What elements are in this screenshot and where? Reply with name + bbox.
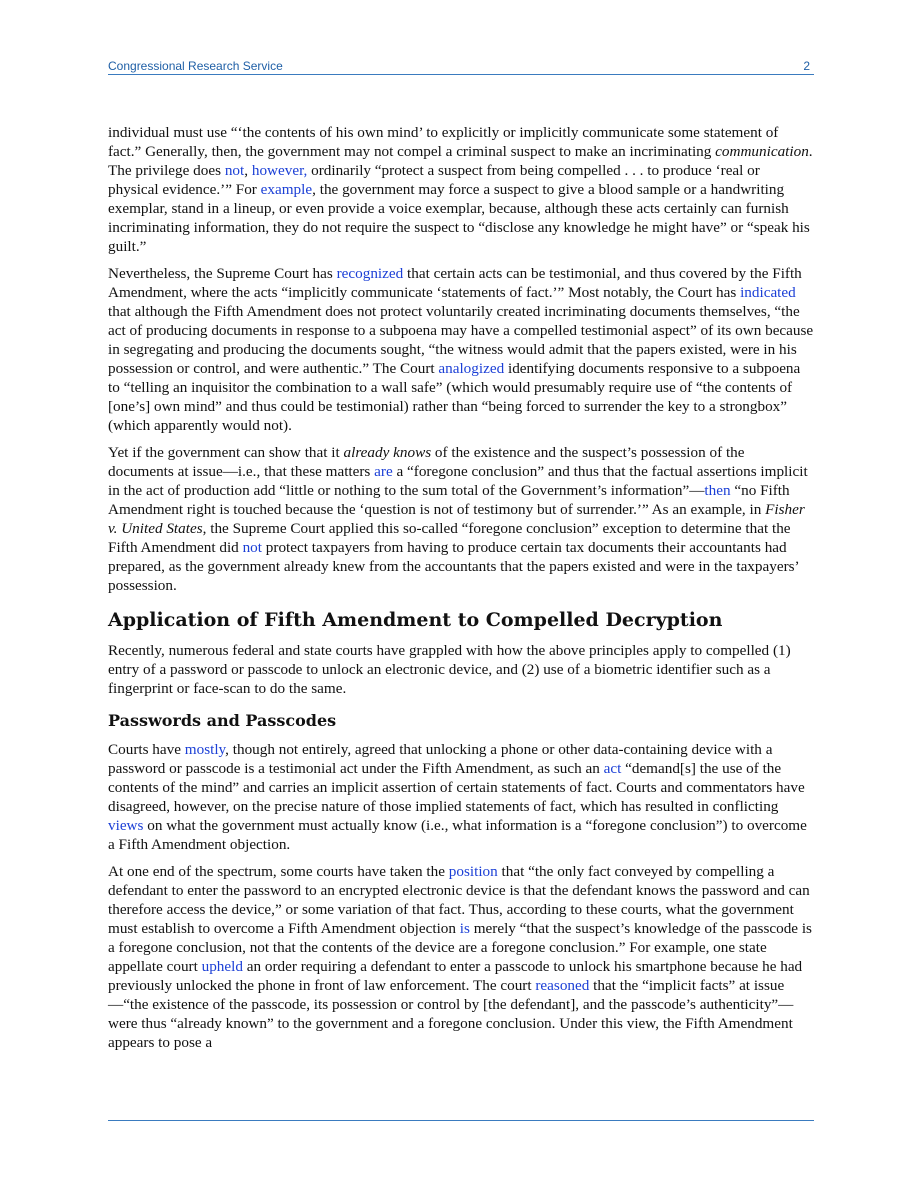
text-span: Courts have <box>108 741 185 758</box>
text-span: an order requiring a defendant to enter a passcode to unlock his smartphone because he had previously unlocked the phone in front of law enforcement. The court <box>108 958 803 994</box>
text-span: that certain acts can be testimonial, and thus covered by the Fifth Amendment, where the acts “implicitly communicate ‘statements of fact.’” Most notably, the Court has <box>108 265 802 301</box>
section-heading: Application of Fifth Amendment to Compelled Decryption <box>108 609 723 631</box>
page-header <box>108 56 814 75</box>
link-mostly[interactable]: mostly <box>184 741 226 758</box>
text-span: of the existence and the suspect’s possession of the documents at issue—i.e., that these matters <box>108 444 745 480</box>
text-span: merely “that the suspect’s knowledge of the passcode is a foregone conclusion, not that the contents of the device are a foregone conclusion.” For example, one state appellate court <box>108 920 812 975</box>
document-body <box>108 123 814 1060</box>
link-are[interactable]: are <box>374 463 393 480</box>
text-span: individual must use “‘the contents of his own mind’ to explicitly or implicitly communicate some statement of fact.” Generally, then, the government may not compel a criminal suspect to make an incriminating <box>108 124 779 160</box>
text-span: Yet if the government can show that it <box>108 444 344 461</box>
link-however[interactable]: however, <box>251 162 308 179</box>
paragraph-2 <box>108 264 814 435</box>
paragraph-1 <box>108 123 814 256</box>
text-span: ordinarily “protect a suspect from being compelled . . . to produce ‘real or physical evidence.’” For <box>108 162 760 198</box>
page-number: 2 <box>803 59 810 73</box>
header-publisher: Congressional Research Service <box>108 59 283 73</box>
case-name: Fisher v. United States <box>108 501 805 537</box>
link-not[interactable]: not <box>224 162 245 179</box>
text-span: , the Supreme Court applied this so-called “foregone conclusion” exception to determine that the Fifth Amendment did <box>108 520 791 556</box>
text-span: identifying documents responsive to a subpoena to “telling an inquisitor the combination to a wall safe” (which would presumably require use of “the contents of [one’s] own mind” and thus could be testimonial) rather than “being forced to surrender the key to a strongbox” (which apparently would not). <box>108 360 801 434</box>
text-span: “no Fifth Amendment right is touched because the ‘question is not of testimony but of surrender.’” As an example, in <box>108 482 790 518</box>
link-example[interactable]: example <box>260 181 313 198</box>
text-span: , though not entirely, agreed that unlocking a phone or other data-containing device with a password or passcode is a testimonial act under the Fifth Amendment, as such an <box>108 741 773 777</box>
text-span: that “the only fact conveyed by compelling a defendant to enter the password to an encrypted electronic device is that the defendant knows the password and can therefore access the device,” or some variation of that fact. Thus, according to these courts, what the government must establish to overcome a Fifth Amendment objection <box>108 863 810 937</box>
paragraph-5 <box>108 740 814 854</box>
link-upheld[interactable]: upheld <box>201 958 243 975</box>
text-span: that the “implicit facts” at issue—“the existence of the passcode, its possession or control by [the defendant], and the passcode’s authenticity”—were thus “already known” to the government and a foregone conclusion. Under this view, the Fifth Amendment appears to pose a <box>108 977 794 1051</box>
link-views[interactable]: views <box>108 817 144 834</box>
link-analogized[interactable]: analogized <box>438 360 505 377</box>
link-not-2[interactable]: not <box>242 539 262 556</box>
link-indicated[interactable]: indicated <box>740 284 796 301</box>
link-recognized[interactable]: recognized <box>336 265 404 282</box>
link-position[interactable]: position <box>448 863 498 880</box>
link-reasoned[interactable]: reasoned <box>535 977 590 994</box>
text-span: a “foregone conclusion” and thus that the factual assertions implicit in the act of production add “little or nothing to the sum total of the Government’s information”— <box>108 463 808 499</box>
text-span: that although the Fifth Amendment does not protect voluntarily created incriminating documents themselves, “the act of producing documents in response to a subpoena may have a compelled testimonial aspect” of its own because in segregating and producing the documents sought, “the witness would admit that the papers existed, were in his possession or control, and were authentic.” The Court <box>108 303 814 377</box>
link-is[interactable]: is <box>459 920 470 937</box>
text-span: , <box>244 162 252 179</box>
text-span: At one end of the spectrum, some courts have taken the <box>108 863 449 880</box>
emphasis-text: communication <box>715 143 809 160</box>
subsection-heading: Passwords and Passcodes <box>108 711 337 730</box>
paragraph-6 <box>108 862 814 1052</box>
text-span: on what the government must actually know (i.e., what information is a “foregone conclusion”) to overcome a Fifth Amendment objection. <box>108 817 807 853</box>
emphasis-text: already knows <box>343 444 432 461</box>
paragraph-4: Recently, numerous federal and state courts have grappled with how the above principles apply to compelled (1) entry of a password or passcode to unlock an electronic device, and (2) use of a biometric identifier such as a fingerprint or face-scan to do the same. <box>108 642 791 697</box>
text-span: “demand[s] the use of the contents of the mind” and carries an implicit assertion of certain statements of fact. Courts and commentators have disagreed, however, on the precise nature of those implied statements of fact, which has resulted in conflicting <box>108 760 805 815</box>
text-span: Nevertheless, the Supreme Court has <box>108 265 337 282</box>
text-span: protect taxpayers from having to produce certain tax documents their accountants had prepared, as the government already knew from the accountants that the papers existed and were in the taxpayers’ possession. <box>108 539 799 594</box>
footer-divider <box>108 1120 814 1121</box>
text-span: . The privilege does <box>108 143 813 179</box>
paragraph-3 <box>108 443 814 595</box>
text-span: , the government may force a suspect to give a blood sample or a handwriting exemplar, stand in a lineup, or even provide a voice exemplar, because, although these acts certainly can furnish incriminating information, they do not require the suspect to “disclose any knowledge he might have” or “speak his guilt.” <box>108 181 810 255</box>
link-act[interactable]: act <box>603 760 622 777</box>
link-then[interactable]: then <box>704 482 731 499</box>
